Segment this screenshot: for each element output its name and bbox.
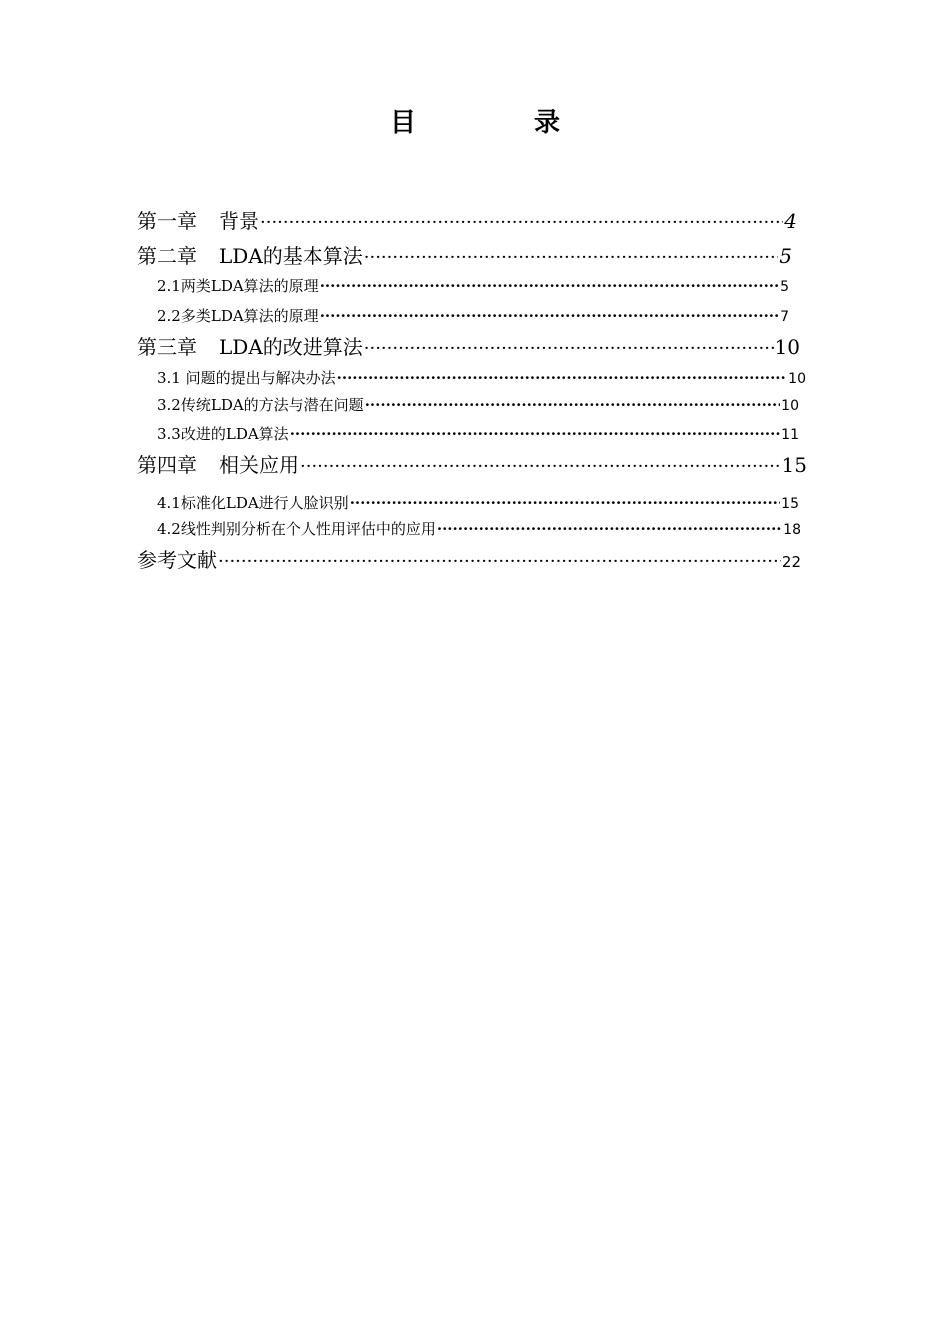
- toc-entry-title: 2.1两类LDA算法的原理: [157, 277, 319, 295]
- dot-leader: [437, 518, 782, 540]
- toc-entry-title: 4.2线性判别分析在个人性用评估中的应用: [157, 520, 436, 538]
- dot-leader: [364, 245, 779, 271]
- toc-entry-title: 4.1标准化LDA进行人脸识别: [157, 494, 349, 512]
- toc-page-number: 15: [781, 453, 807, 477]
- dot-leader: [350, 492, 780, 514]
- toc-page-number: 7: [780, 309, 789, 325]
- toc-entry-references[interactable]: [137, 547, 801, 575]
- toc-entry-title: 3.1 问题的提出与解决办法: [157, 369, 336, 387]
- toc-chapter-number: 第二章: [137, 244, 197, 268]
- toc-entry-3-2[interactable]: [157, 394, 799, 417]
- toc-entry-chapter-4[interactable]: [137, 452, 807, 480]
- toc-entry-title: LDA的基本算法: [219, 244, 363, 268]
- toc-page-number: 22: [781, 553, 801, 571]
- toc-chapter-number: 第一章: [137, 209, 197, 233]
- toc-entry-title: 3.2传统LDA的方法与潜在问题: [157, 396, 364, 414]
- toc-entry-2-2[interactable]: [157, 305, 789, 328]
- toc-entry-title: 相关应用: [219, 453, 299, 477]
- toc-page-number: 11: [781, 427, 799, 443]
- dot-leader: [365, 394, 780, 416]
- dot-leader: [320, 275, 779, 297]
- dot-leader: [290, 423, 780, 445]
- toc-entry-chapter-3[interactable]: [137, 334, 800, 362]
- toc-chapter-number: 第三章: [137, 335, 197, 359]
- toc-page-number: 5: [779, 244, 792, 268]
- dot-leader: [300, 454, 781, 480]
- toc-entry-3-3[interactable]: [157, 423, 799, 446]
- dot-leader: [364, 336, 774, 362]
- toc-entry-chapter-1[interactable]: [137, 208, 797, 236]
- dot-leader: [218, 549, 781, 575]
- toc-entry-title: 背景: [219, 209, 259, 233]
- dot-leader: [260, 210, 783, 236]
- toc-entry-2-1[interactable]: [157, 275, 789, 298]
- toc-entry-title: 3.3改进的LDA算法: [157, 425, 289, 443]
- toc-page-number: 15: [781, 496, 799, 512]
- dot-leader: [337, 367, 788, 389]
- toc-page-number: 4: [784, 209, 797, 233]
- toc-page-number: 10: [774, 335, 800, 359]
- toc-entry-4-2[interactable]: [157, 518, 801, 541]
- toc-entry-title: LDA的改进算法: [219, 335, 363, 359]
- toc-page-number: 10: [781, 398, 799, 414]
- page-title: 目 录: [389, 108, 606, 138]
- toc-entry-chapter-2[interactable]: [137, 243, 792, 271]
- toc-page-number: 5: [780, 279, 789, 295]
- toc-chapter-number: 第四章: [137, 453, 197, 477]
- toc-entry-title: 2.2多类LDA算法的原理: [157, 307, 319, 325]
- dot-leader: [320, 305, 779, 327]
- toc-page-number: 10: [788, 371, 806, 387]
- toc-entry-4-1[interactable]: [157, 492, 799, 515]
- toc-entry-3-1[interactable]: [157, 367, 806, 390]
- toc-page-number: 18: [783, 522, 801, 538]
- toc-entry-title: 参考文献: [137, 548, 217, 572]
